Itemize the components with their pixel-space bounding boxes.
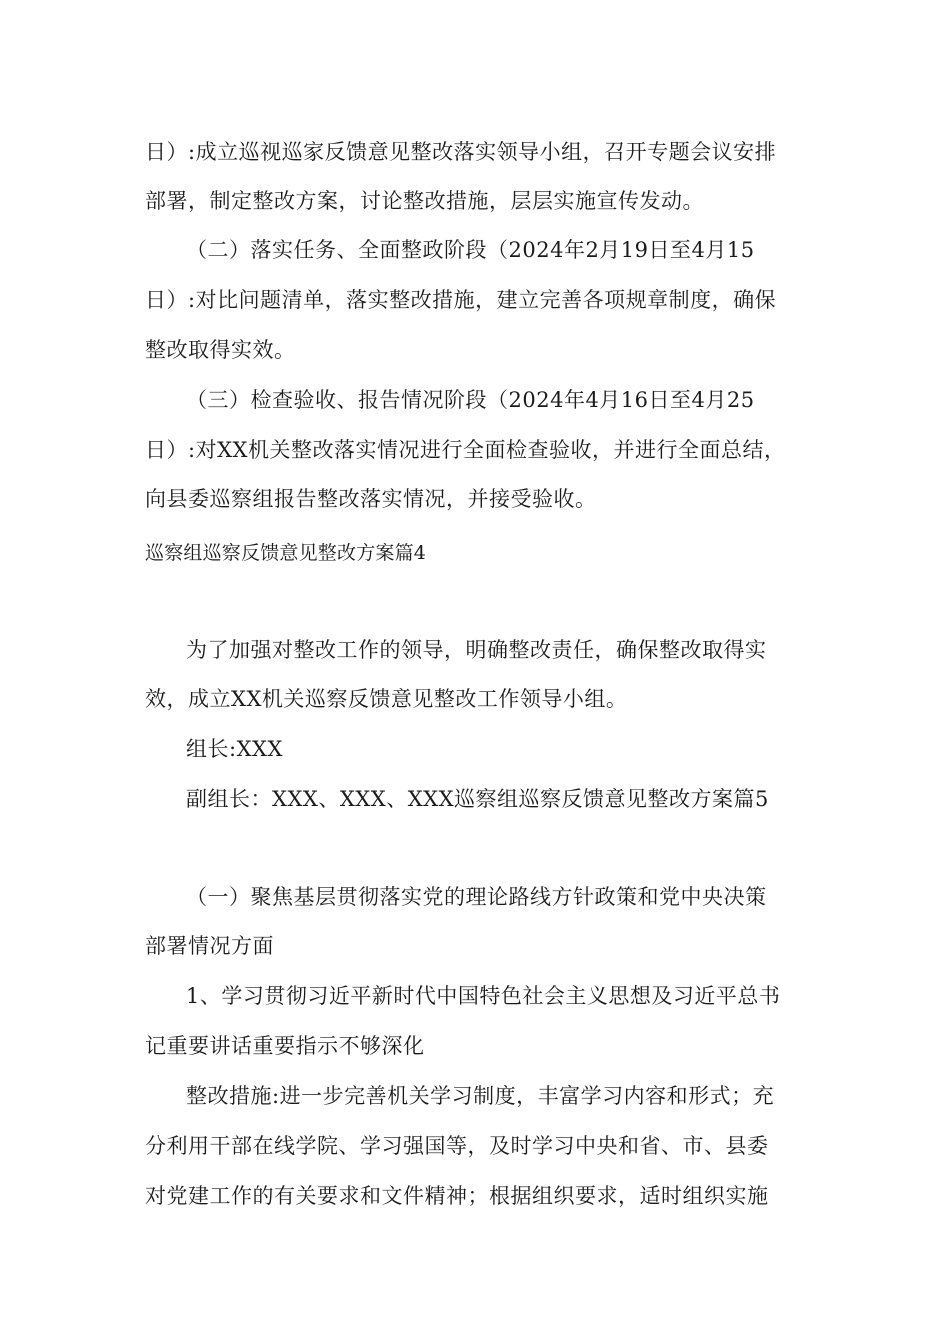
paragraph-line: 整改措施:进一步完善机关学习制度，丰富学习内容和形式；充 <box>186 1084 775 1108</box>
paragraph-line: 向县委巡察组报告整改落实情况，并接受验收。 <box>145 487 597 511</box>
paragraph-line: 日）:对比问题清单，落实整改措施，建立完善各项规章制度，确保 <box>145 288 777 312</box>
paragraph-line: 1、学习贯彻习近平新时代中国特色社会主义思想及习近平总书 <box>186 984 781 1008</box>
paragraph-line: 记重要讲话重要指示不够深化 <box>145 1034 425 1058</box>
paragraph-line: 部署，制定整改方案，讨论整改措施，层层实施宣传发动。 <box>145 189 704 213</box>
paragraph-line: 效，成立XX机关巡察反馈意见整改工作领导小组。 <box>145 687 628 711</box>
paragraph-line: 日）:成立巡视巡家反馈意见整改落实领导小组，召开专题会议安排 <box>145 140 777 164</box>
section-heading: 巡察组巡察反馈意见整改方案篇4 <box>145 542 427 564</box>
paragraph-line: （一）聚焦基层贯彻落实党的理论路线方针政策和党中央决策 <box>186 885 767 909</box>
paragraph-line: 组长:XXX <box>186 737 283 761</box>
paragraph-line: 日）:对XX机关整改落实情况进行全面检查验收，并进行全面总结， <box>145 438 786 462</box>
paragraph-line: 分利用干部在线学院、学习强国等，及时学习中央和省、市、县委 <box>145 1134 769 1158</box>
paragraph-line: （二）落实任务、全面整政阶段（2024年2月19日至4月15 <box>186 238 755 262</box>
paragraph-line: （三）检查验收、报告情况阶段（2024年4月16日至4月25 <box>186 388 755 412</box>
paragraph-line: 整改取得实效。 <box>145 338 296 362</box>
paragraph-line: 副组长：XXX、XXX、XXX巡察组巡察反馈意见整改方案篇5 <box>186 787 769 811</box>
paragraph-line: 为了加强对整改工作的领导，明确整改责任，确保整改取得实 <box>186 638 767 662</box>
paragraph-line: 部署情况方面 <box>145 934 274 958</box>
paragraph-line: 对党建工作的有关要求和文件精神；根据组织要求，适时组织实施 <box>145 1184 769 1208</box>
